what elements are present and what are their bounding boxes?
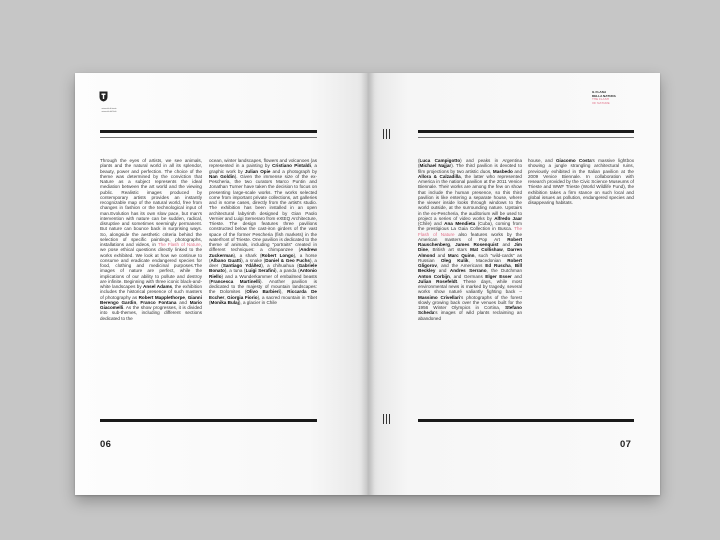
text-run: ocean, winter landscapes, flowers and volcanoes (as represented in a painting by	[209, 158, 317, 169]
page-number-left: 06	[100, 439, 112, 450]
article-paragraph	[528, 158, 634, 205]
text-run: 's massive lightbox showing a jungle strangling architectural ruins, previously exhibited in the Italian pavilion at the 2009 Venice Biennale.	[528, 158, 634, 179]
artist-name: Alfredo Jaar	[494, 215, 522, 221]
text-run: and	[435, 252, 448, 258]
text-run: , Macedonian	[468, 257, 508, 263]
text-run: ).	[234, 173, 238, 179]
bottom-rule-left	[100, 419, 317, 422]
artist-name: Allora & Calzadilla	[418, 173, 461, 179]
left-page	[75, 73, 367, 495]
artist-name: Mario Giacomelli	[100, 299, 202, 310]
text-run: ,	[184, 294, 188, 300]
text-run: Given the immense size of the ex-Pescheria, the two curators Marco Puntin and Jonathan Turner have taken the decision to focus on presenting large-scale works. The works selected come from important private collections, art galleries and in some cases, directly from the artist's studio. The exhibition has been installed in an open architectural labyrinth designed by Gian Paolo Vernier and Luigi Semeraro from eXtEQ Architecture, Trieste.	[209, 173, 317, 226]
text-run: and a photograph by	[270, 168, 317, 174]
artist-name: Jim Dine	[418, 242, 522, 253]
text-run: Through the eyes of artists, we see animals, plants and the natural world in all its splendor, beauty, power and perfection. The choice of the theme was determined by the conviction that Nature as a subject represents the ideal mediation between the art world and the viewing public. Realistic images produced by contemporary artists provides an instantly recognizable map of the natural world, free from changes in fashion or the technological input of man.	[100, 158, 202, 216]
text-run: and	[498, 242, 515, 247]
top-thin-rule-left	[100, 137, 317, 138]
artist-name: Stefano Scheda	[418, 305, 522, 316]
artist-name: Massimo Crivellari	[418, 294, 461, 300]
top-thin-rule-right	[418, 137, 634, 138]
text-run: ) and a Wunderkammer of embalmed beasts (	[209, 273, 317, 284]
text-run: ), a horse (	[209, 252, 317, 263]
article-paragraph	[209, 158, 317, 305]
university-logo	[99, 89, 119, 113]
artist-name: Michael Najjar	[419, 163, 452, 169]
spine-shadow	[361, 73, 375, 495]
artist-name: Luigi Serafini	[245, 268, 276, 274]
artist-name: Robert Longo	[261, 252, 294, 258]
text-run: (Cuba), coming from the prestigious La Gaia Collection in Busca.	[418, 221, 522, 232]
binding-marks-top	[382, 129, 394, 139]
crest-icon	[99, 91, 108, 102]
artist-name: Masbedo	[492, 168, 513, 174]
text-column-1	[100, 158, 202, 438]
artist-name: Gabriele Bonato	[209, 263, 317, 274]
exhibition-title-highlight: The Flash of Nature	[157, 242, 201, 247]
text-run: (	[418, 158, 420, 163]
artist-name: Santiago Ydáñez	[222, 263, 262, 268]
artist-name: Ana Mendieta	[444, 221, 476, 226]
artist-name: Riccarda De Eccher	[209, 289, 317, 300]
text-run: . As the show progresses, it is divided into sub-themes, including different sections dedicated to the	[100, 305, 202, 321]
text-column-4	[528, 158, 634, 438]
artist-name: Luca Campigotto	[419, 158, 461, 163]
artist-name: Giacomo Costa	[555, 158, 592, 163]
text-run: ),	[279, 289, 288, 295]
artist-name: Andres Serrano	[449, 268, 487, 274]
artist-name: Nan Goldin	[209, 173, 235, 179]
text-run: In collaboration with research provided by the Civic Science Museums of Trieste and WWF Trieste (World Wildlife Fund), the exhibition takes a firm stance on such local and global issues as pollution, endangered species and disappearing habitats.	[528, 173, 634, 205]
text-run: ), a snake (	[241, 257, 266, 263]
artist-name: Anton Corbijn	[418, 273, 450, 279]
text-run: , a graphic work by	[209, 163, 317, 174]
text-run: ), a chihuahua (	[261, 263, 299, 268]
artist-name: Daniel & Geo Fuchs	[265, 257, 310, 263]
top-rule-left	[100, 130, 317, 133]
artist-name: Robert Rauschenberg	[418, 236, 522, 247]
artist-name: Robert Mapplethorpe	[138, 294, 185, 300]
binding-marks-bottom	[382, 414, 394, 424]
artist-name: Albano Guatti	[210, 257, 242, 263]
text-run: ), a sacred mountain in Tibet (	[209, 294, 317, 305]
text-column-3	[418, 158, 522, 438]
text-run: 's photographs of the forest slowly growing back over the venues built for the 1956 Winter Olympics in Cortina,	[418, 294, 522, 310]
artist-name: Franco Fontana	[140, 299, 177, 305]
text-run: , British art stars	[427, 247, 471, 253]
artist-name: Antonio Riello	[209, 268, 317, 279]
text-run: (Chile) and	[418, 221, 445, 226]
artist-name: Ansel Adams	[143, 284, 173, 289]
text-run: ) and peaks in Argentina (	[418, 158, 522, 169]
text-run: and	[435, 268, 450, 274]
text-column-2	[209, 158, 317, 438]
artist-name: Monika Bulaj	[210, 299, 239, 305]
text-run: ), a tuna (	[224, 268, 246, 274]
text-run: and	[511, 273, 522, 279]
artist-name: Julian Opie	[244, 168, 271, 174]
text-run: ,	[224, 294, 228, 300]
text-run: The images of nature are perfect, while the implications of our ability to pollute and destroy are infinite. Beginning with three iconic black-and-white landscapes by	[100, 263, 202, 289]
text-run: Evolution has its own slow pace, but man's intervention with nature can be sudden, radical, disruptive and sometimes seemingly permanent. But nature can bounce back in surprising ways. So, alongside the aesthetic criteria behind the selection of specific paintings, photographs, installations and videos, in	[100, 210, 202, 247]
text-run: house, and	[528, 158, 556, 163]
artist-name: Mat Collishaw	[470, 247, 503, 253]
text-run: ,	[449, 242, 456, 247]
text-run: ), a glacier in Chile	[238, 299, 277, 305]
brand-title-line-1: IL FLASH	[592, 90, 606, 94]
artist-name: Andrew Zuckerman	[209, 247, 317, 258]
text-run: , we pose ethical questions directly linked to the works exhibited. We look at how we continue to consume and eradicate endangered species for food, clothing and medicinal purposes.	[100, 242, 202, 268]
right-page	[367, 73, 660, 495]
artist-name: James Rosenquist	[455, 242, 499, 247]
text-run: , and Germans	[449, 273, 486, 279]
text-run: , the exhibition includes the historical presence of such masters of photography as	[100, 284, 202, 300]
artist-name: Robert Gligorov	[418, 257, 522, 268]
exhibition-title-highlight: The Flash of Nature	[418, 226, 522, 237]
logo-line-2: università del Friuli	[101, 111, 117, 114]
text-run: , and the Americans	[436, 263, 486, 268]
artist-name: Ed Ruscha	[485, 263, 511, 268]
text-run: , such "wild-cards" as Russian	[418, 252, 522, 263]
text-run: and	[176, 299, 190, 305]
text-run: ), a panda (	[275, 268, 300, 274]
artist-name: Bill Beckley	[418, 263, 522, 274]
text-run: ). The third pavilion is devoted to film projections by two artistic duos,	[418, 163, 522, 174]
text-run: also features works by the American masters of Pop Art	[418, 231, 522, 242]
brand-subtitle-line-2: OF NATURE	[592, 100, 610, 105]
brand-subtitle-line-1: THE FLASH	[592, 97, 610, 102]
text-run: and	[512, 168, 522, 174]
exhibition-brand	[592, 91, 616, 105]
artist-name: Giorgia Fiorio	[227, 294, 258, 300]
open-magazine	[75, 73, 660, 495]
text-run: ). Another pavilion is dedicated to the majesty of mountain landscapes: the Dolomites (	[209, 278, 317, 295]
artist-name: Darren Almond	[418, 247, 522, 258]
artist-name: Olivo Barbieri	[246, 289, 280, 295]
text-run: ), a deer (	[209, 257, 317, 268]
artist-name: Julian Rosefeldt	[418, 278, 458, 284]
artist-name: Cristiano Pintaldi	[272, 163, 311, 169]
page-number-right: 07	[620, 439, 632, 450]
article-paragraph	[100, 158, 202, 321]
text-run: , the latter who represented America in the national pavilion at the 2011 Venice Biennale. Their works are among the few on show that include the human presence, so this third pavilion is like entering a separate house, where the viewer inside looks through windows to the world outside, at the surrounding nature. Upstairs in the ex-Pescheria, the auditorium will be used to project a series of video works by	[418, 173, 522, 221]
top-rule-right	[418, 130, 634, 133]
text-run: ,	[136, 299, 141, 305]
artist-name: Elger Esser	[485, 273, 512, 279]
brand-title-line-2: DELLA NATURA	[592, 93, 616, 98]
text-run: ), a shark (	[233, 252, 262, 258]
logo-line-1: università di trieste	[101, 108, 117, 110]
text-run: , the Dutchman	[486, 268, 522, 274]
text-run: ,	[502, 247, 508, 253]
artist-name: Francesca Martinelli	[210, 278, 260, 284]
text-run: . These days, while most environmental news is marked by tragedy, several works show naturé valiantly fighting back –	[418, 278, 522, 295]
artist-name: Marc Quinn	[447, 252, 475, 258]
article-paragraph	[418, 158, 522, 321]
text-run: 's images of wild plants reclaiming an abandoned	[418, 310, 522, 321]
text-run: The design features three pavilions constructed below the cast-iron girders of the vast space of the former Pescheria (fish markets) in the waterfront of Trieste. One pavilion is dedicated to the theme of animals, including "portraits" created in different techniques: a chimpanzee (	[209, 221, 317, 253]
artist-name: Gianni Berengo Gardin	[100, 294, 202, 305]
artist-name: Oleg Kulik	[440, 257, 469, 263]
bottom-rule-right	[418, 419, 634, 422]
text-run: ,	[510, 263, 515, 268]
